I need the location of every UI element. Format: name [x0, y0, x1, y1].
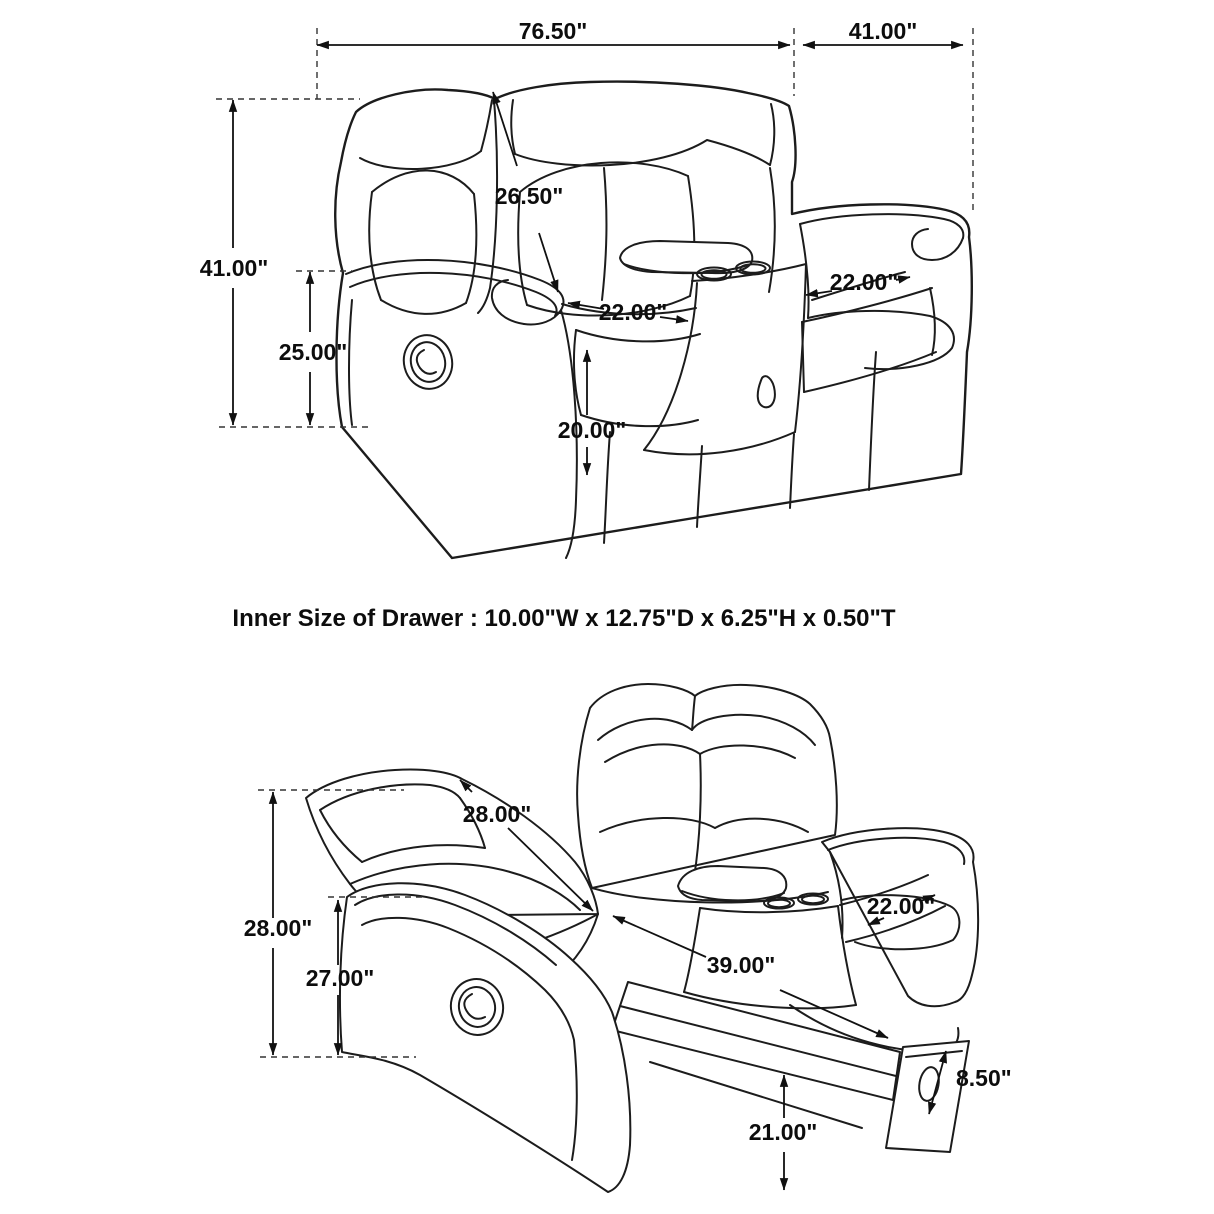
dim-overall-depth: 41.00": [848, 18, 918, 44]
left-arm: [340, 883, 630, 1192]
dim-seat-height: 20.00": [557, 417, 627, 443]
dim-reclined-arm-height: 27.00": [305, 965, 375, 991]
dim-seat-width-left: 22.00": [598, 299, 668, 325]
dim-seat-width-right: 22.00": [829, 269, 899, 295]
drawer-size-note: Inner Size of Drawer : 10.00"W x 12.75"D x 6.25"H x 0.50"T: [232, 605, 896, 632]
dim-seat-width-right-bottom: 22.00": [866, 893, 936, 919]
dim-overall-height: 41.00": [199, 255, 269, 281]
cup-holder-icon: [764, 898, 794, 909]
cup-holder-icon: [798, 894, 828, 905]
dim-overall-width: 76.50": [518, 18, 588, 44]
dim-legrest-height: 21.00": [748, 1119, 818, 1145]
dim-footrest-pad: 8.50": [956, 1065, 1012, 1091]
bottom-sofa-reclined: [306, 684, 978, 1192]
dim-back-length: 26.50": [494, 183, 564, 209]
dim-line-recline-length: [613, 916, 706, 957]
dim-reclined-back-height: 28.00": [243, 915, 313, 941]
dim-arm-height: 25.00": [278, 339, 348, 365]
dim-reclined-back-length: 28.00": [462, 801, 532, 827]
console-front-right: [838, 906, 856, 1005]
right-headrest: [577, 684, 837, 888]
console-pull-loop: [758, 376, 775, 407]
dim-recline-length: 39.00": [706, 952, 776, 978]
